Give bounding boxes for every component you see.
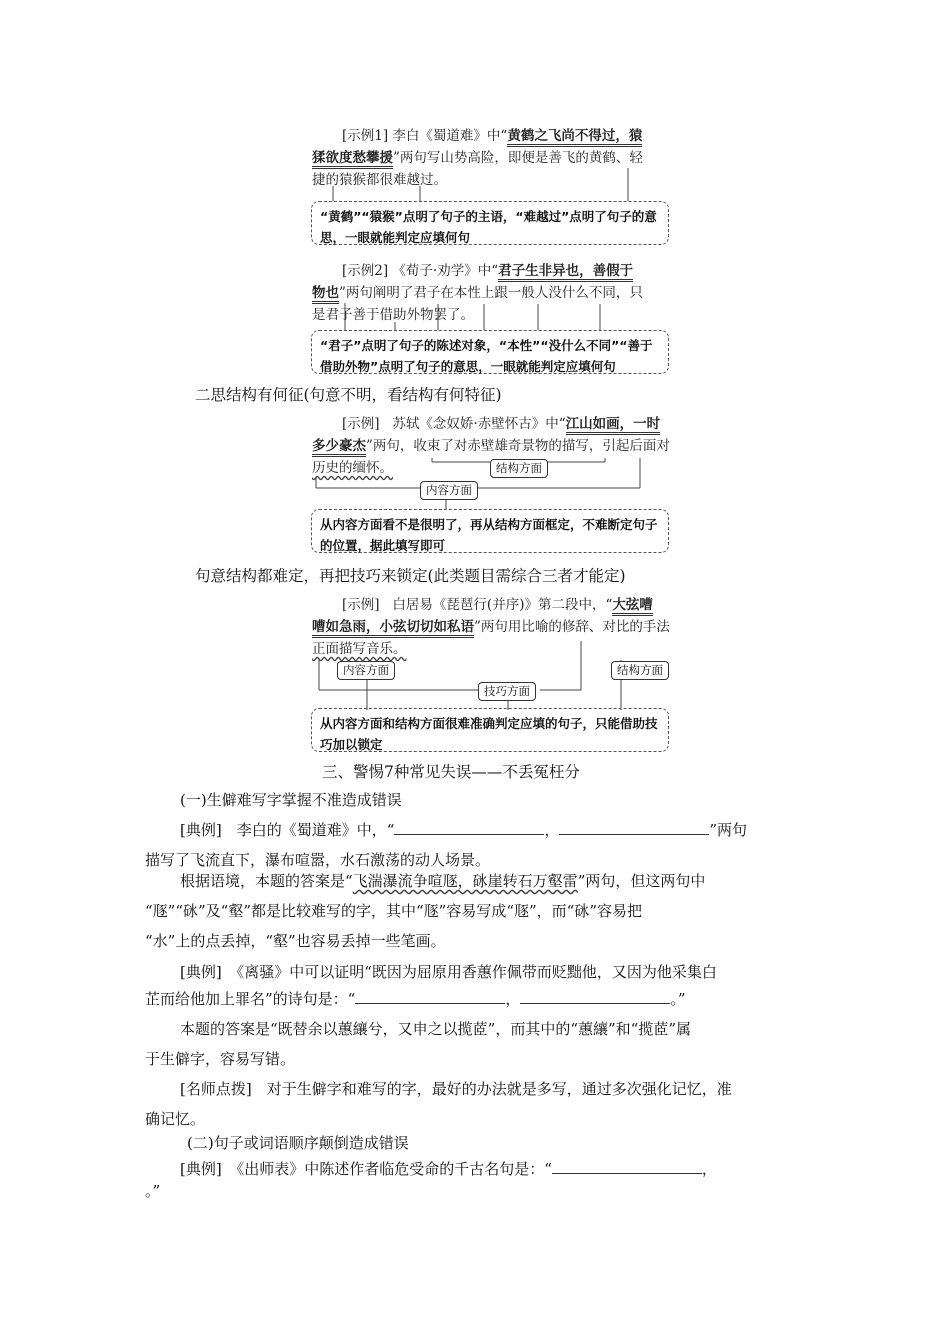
fill-blank[interactable]: [520, 989, 670, 1004]
answer-text: 飞湍瀑流争喧豗，砯崖转石万壑雷: [352, 872, 578, 890]
example-4-note: 从内容方面和结构方面很难准确判定应填的句子，只能借助技巧加以锁定: [311, 708, 669, 752]
fill-blank[interactable]: [559, 820, 709, 835]
tag-structure: 结构方面: [490, 459, 548, 478]
section-heading-3: 三、警惕7种常见失误——不丢冤枉分: [322, 763, 580, 781]
fill-blank[interactable]: [552, 1159, 702, 1174]
paragraph-2-cont-2: “水”上的点丢掉，“壑”也容易丢掉一些笔画。: [145, 932, 446, 950]
example-4-line-1: [示例] 白居易《琵琶行(并序)》第二段中，“大弦嘈: [312, 594, 674, 616]
paragraph-2: 根据语境，本题的答案是“飞湍瀑流争喧豗，砯崖转石万壑雷”两句，但这两句中: [180, 872, 706, 890]
quoted-verse: 猱欲度愁攀援: [312, 150, 393, 169]
example-3-note: 从内容方面看不是很明了，再从结构方面框定，不难断定句子的位置，据此填写即可: [311, 509, 669, 553]
paragraph-6: [典例] 《出师表》中陈述作者临危受命的千古名句是：“ ，: [180, 1160, 717, 1178]
example-label: [示例]: [342, 597, 380, 613]
paragraph-5: [名师点拨] 对于生僻字和难写的字，最好的办法就是多写，通过多次强化记忆，准: [180, 1080, 732, 1098]
sub-heading-1: (一)生僻难写字掌握不准造成错误: [180, 791, 402, 809]
example-1-line-2: 猱欲度愁攀援”两句写山势高险，即便是善飞的黄鹤、轻: [312, 147, 672, 169]
paragraph-6-cont: 。”: [145, 1182, 161, 1200]
tag-structure: 结构方面: [611, 661, 669, 680]
example-label: [示例2]: [342, 263, 389, 279]
quoted-verse: 君子生非异也，善假于: [498, 263, 633, 282]
example-1-note: “黄鹤”“猿猴”点明了句子的主语，“难越过”点明了句子的意思，一眼就能判定应填何句: [311, 201, 669, 245]
example-1-line-1: [示例1] 李白《蜀道难》中“黄鹤之飞尚不得过，猿: [312, 125, 672, 147]
sub-heading-2: (二)句子或词语顺序颠倒造成错误: [187, 1134, 409, 1152]
paragraph-1: [典例] 李白的《蜀道难》中，“ ， ”两句: [180, 821, 748, 839]
quoted-verse: 江山如画，一时: [566, 416, 661, 435]
example-2-line-1: [示例2] 《荀子·劝学》中“君子生非异也，善假于: [312, 260, 672, 282]
quoted-verse: 大弦嘈: [612, 597, 653, 616]
example-3-line-1: [示例] 苏轼《念奴娇·赤壁怀古》中“江山如画，一时: [312, 413, 674, 435]
quoted-verse: 多少豪杰: [312, 438, 366, 457]
paragraph-2-cont-1: “豗”“砯”及“壑”都是比较难写的字，其中“豗”容易写成“豗”，而“砯”容易把: [145, 902, 643, 920]
quoted-verse: 物也: [312, 285, 339, 304]
paragraph-1-cont: 描写了飞流直下，瀑布喧嚣，水石激荡的动人场景。: [145, 851, 491, 869]
tag-content: 内容方面: [420, 481, 478, 500]
quoted-verse: 嘈如急雨，小弦切切如私语: [312, 619, 474, 638]
section-3-title: 句意结构都难定，再把技巧来锁定(此类题目需综合三者才能定): [195, 567, 626, 585]
example-4-line-3: 正面描写音乐。: [312, 641, 407, 657]
example-4-line-2: 嘈如急雨，小弦切切如私语”两句用比喻的修辞、对比的手法: [312, 616, 674, 638]
example-3-line-2: 多少豪杰”两句，收束了对赤壁雄奇景物的描写，引起后面对: [312, 435, 674, 457]
example-label: [示例1]: [342, 128, 389, 144]
fill-blank[interactable]: [394, 820, 544, 835]
example-label: [示例]: [342, 416, 380, 432]
paragraph-4: 本题的答案是“既替余以蕙纕兮，又申之以揽茝”，而其中的“蕙纕”和“揽茝”属: [180, 1020, 692, 1038]
example-2-note: “君子”点明了句子的陈述对象，“本性”“没什么不同”“善于借助外物”点明了句子的意思，一眼就能判定应填何句: [311, 330, 669, 374]
tag-content: 内容方面: [337, 661, 395, 680]
section-2-title: 二思结构有何征(句意不明，看结构有何特征): [195, 386, 502, 404]
example-2-line-3: 是君子善于借助外物罢了。: [312, 307, 474, 323]
tag-technique: 技巧方面: [478, 682, 536, 701]
example-3-line-3: 历史的缅怀。: [312, 460, 393, 476]
paragraph-3-cont: 芷而给他加上罪名”的诗句是：“ ， 。”: [145, 990, 686, 1008]
quoted-verse: 黄鹤之飞尚不得过，猿: [507, 128, 642, 147]
example-4: [312, 594, 674, 660]
example-1-line-3: 捷的猿猴都很难越过。: [312, 172, 447, 188]
example-2-line-2: 物也”两句阐明了君子在本性上跟一般人没什么不同，只: [312, 282, 672, 304]
paragraph-3: [典例] 《离骚》中可以证明“既因为屈原用香蕙作佩带而贬黜他，又因为他采集白: [180, 963, 717, 981]
fill-blank[interactable]: [355, 989, 505, 1004]
paragraph-5-cont: 确记忆。: [145, 1110, 206, 1128]
paragraph-4-cont: 于生僻字，容易写错。: [145, 1050, 296, 1068]
